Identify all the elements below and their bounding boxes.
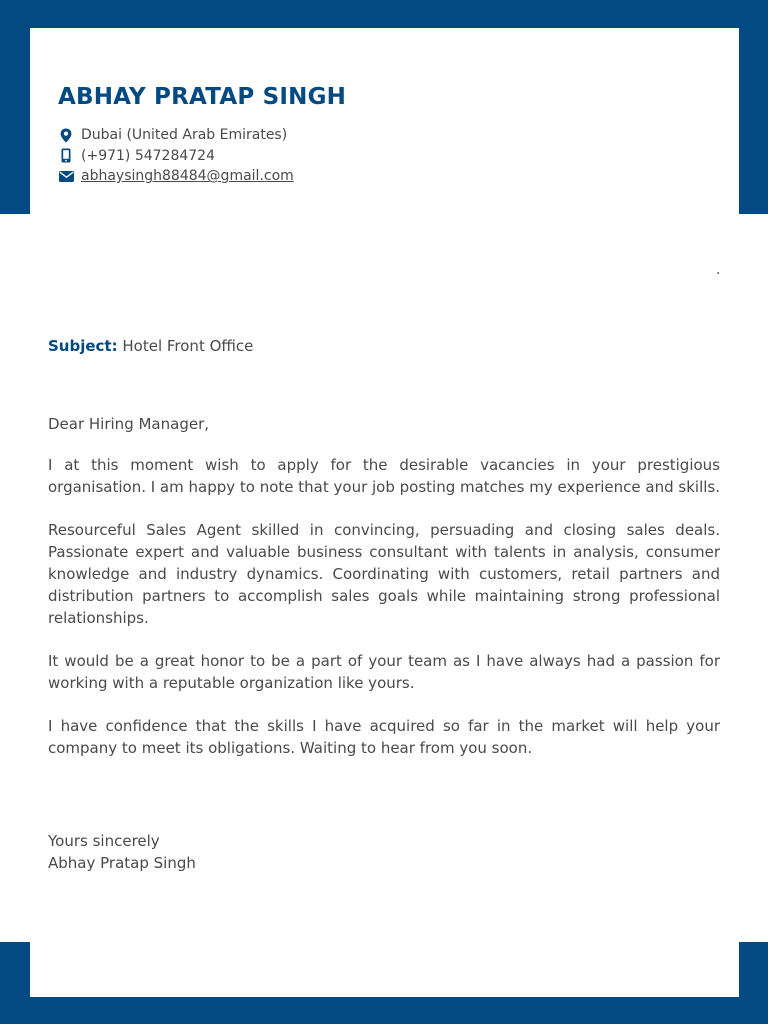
contact-phone-text: (+971) 547284724 <box>81 147 215 164</box>
frame-bottom-bar <box>0 997 768 1024</box>
frame-left-top-bar <box>0 0 30 214</box>
contact-location-text: Dubai (United Arab Emirates) <box>81 127 288 144</box>
applicant-name: ABHAY PRATAP SINGH <box>58 84 347 110</box>
frame-top-bar <box>0 0 768 28</box>
subject-line <box>48 337 253 355</box>
contact-email <box>58 166 294 187</box>
letter-closing-block <box>48 830 196 874</box>
letter-greeting: Dear Hiring Manager, <box>48 415 210 433</box>
envelope-icon <box>58 168 74 184</box>
contact-phone <box>58 146 294 167</box>
email-link[interactable]: abhaysingh88484@gmail.com <box>81 168 294 185</box>
letter-paragraph-2: Resourceful Sales Agent skilled in convincing, persuading and closing sales deals. Passionate expert and valuable business consultant with talents in analysis, consumer knowledge and industry dynamics. Coordinating with customers, retail partners and distribution partners to accomplish sales goals while maintaining strong professional relationships. <box>48 521 720 627</box>
letter-paragraph-1: I at this moment wish to apply for the desirable vacancies in your prestigious organisation. I am happy to note that your job posting matches my experience and skills. <box>48 456 720 496</box>
letter-body <box>48 413 720 780</box>
letter-closing: Yours sincerely <box>48 832 160 850</box>
mobile-phone-icon <box>58 148 74 164</box>
date-placeholder: . <box>716 262 721 278</box>
subject-text: Hotel Front Office <box>117 337 254 355</box>
map-pin-icon <box>58 127 74 143</box>
contact-location <box>58 125 294 146</box>
letter-paragraph-3: It would be a great honor to be a part of your team as I have always had a passion for working with a reputable organization like yours. <box>48 652 720 692</box>
letter-paragraph-4: I have confidence that the skills I have acquired so far in the market will help your company to meet its obligations. Waiting to hear from you soon. <box>48 717 720 757</box>
subject-label: Subject: <box>48 337 118 355</box>
letter-signature: Abhay Pratap Singh <box>48 854 196 872</box>
frame-right-top-bar <box>739 0 768 214</box>
contact-details <box>58 125 294 187</box>
